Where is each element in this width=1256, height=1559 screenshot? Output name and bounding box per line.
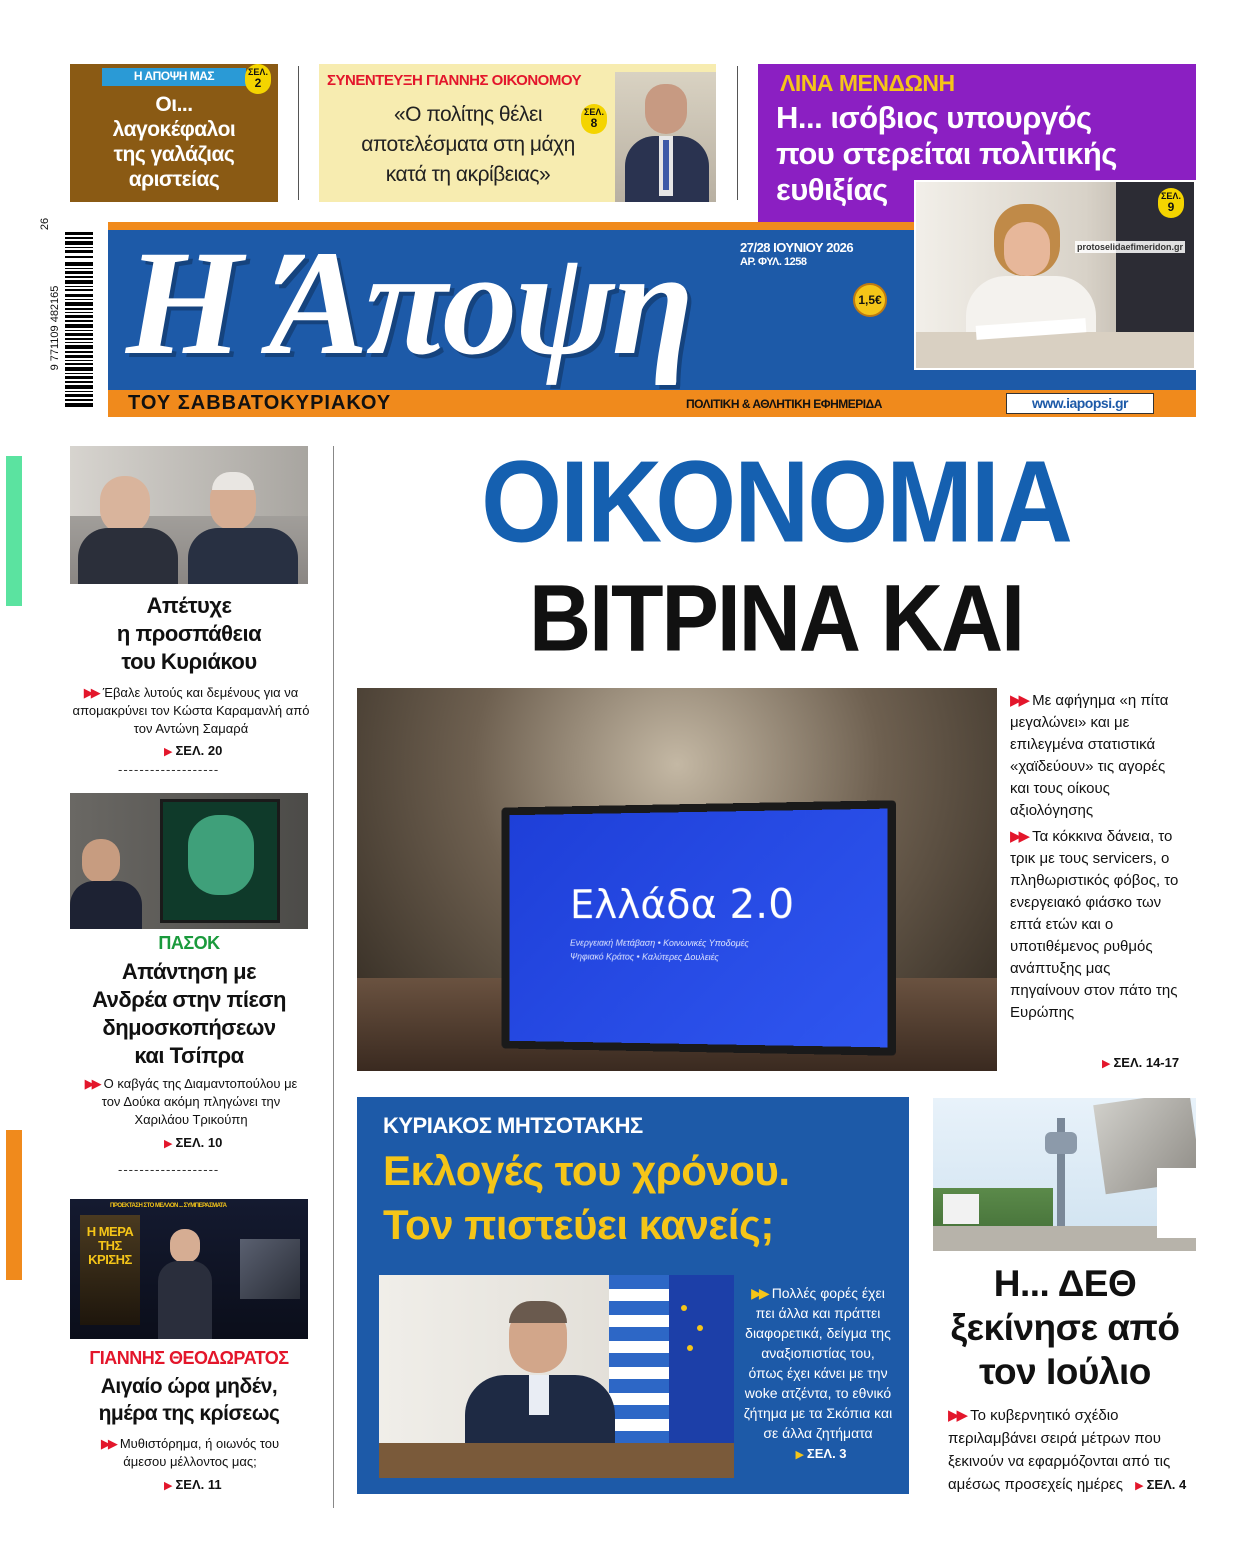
main-headline[interactable]: ΟΙΚΟΝΟΜΙΑ: [481, 437, 1071, 568]
forward-arrows-icon: ▶▶: [751, 1285, 767, 1301]
ellada-screen-photo: [357, 688, 997, 1071]
teaser-divider: [737, 66, 738, 200]
forward-arrows-icon: ▶▶: [1010, 828, 1028, 845]
story3-page-ref[interactable]: ▶ ΣΕΛ. 11: [164, 1477, 222, 1492]
story1-title[interactable]: Απέτυχε η προσπάθεια του Κυριάκου: [116, 593, 262, 674]
forward-arrows-icon: ▶▶: [948, 1407, 966, 1424]
main-para1: ▶▶ Με αφήγημα «η πίτα μεγαλώνει» και με επιλεγμένα στατιστικά «χαϊδεύουν» τις αγορές και τους οίκους αξιολόγησης: [1010, 692, 1169, 819]
interview-quote: «Ο πολίτης θέλει αποτελέσματα στη μάχη κατά τη ακρίβειας»: [361, 103, 575, 186]
screen-title: Ελλάδα 2.0: [570, 881, 795, 928]
masthead-date: 27/28 ΙΟΥΝΙΟΥ 2026: [740, 240, 854, 255]
website-text: www.iapopsi.gr: [1032, 395, 1128, 411]
column-divider: [333, 446, 334, 1508]
masthead-logo: Η Άποψη: [126, 220, 691, 386]
editorial-page-badge: ΣΕΛ. 2: [245, 64, 271, 94]
triangle-right-icon: ▶: [164, 746, 173, 758]
mitsotakis-title-line1: Εκλογές του χρόνου.: [383, 1147, 790, 1194]
barcode-number: 9 771109 482165: [49, 285, 61, 371]
story2-title[interactable]: Απάντηση με Ανδρέα στην πίεση δημοσκοπήσεων και Τσίπρα: [92, 959, 286, 1068]
price-text: 1,5€: [858, 293, 882, 307]
separator: -------------------: [118, 1162, 220, 1177]
interview-kicker: ΣΥΝΕΝΤΕΥΞΗ ΓΙΑΝΝΗΣ ΟΙΚΟΝΟΜΟΥ: [327, 72, 582, 89]
screen-line2: Ψηφιακό Κράτος • Καλύτερες Δουλειές: [570, 951, 719, 963]
separator: -------------------: [118, 762, 220, 777]
barcode-top-number: 26: [39, 217, 52, 231]
teaser-divider: [298, 66, 299, 200]
triangle-right-icon: ▶: [164, 1480, 173, 1492]
mendoni-photo: [914, 180, 1196, 370]
forward-arrows-icon: ▶▶: [83, 685, 98, 700]
triangle-right-icon: ▶: [1135, 1480, 1144, 1492]
accent-bar-green: [6, 456, 22, 606]
tv-caption-top: ΠΡΟΕΚΤΑΣΗ ΣΤΟ ΜΕΛΛΟΝ ... ΣΥΜΠΕΡΑΣΜΑΤΑ: [110, 1203, 227, 1209]
interview-page-badge: ΣΕΛ. 8: [581, 104, 607, 134]
story1-page-ref[interactable]: ▶ ΣΕΛ. 20: [164, 743, 223, 758]
story3-summary: ▶▶ Μυθιστόρημα, ή οιωνός του άμεσου μέλλοντος μας;: [100, 1436, 280, 1469]
mitsotakis-kicker: ΚΥΡΙΑΚΟΣ ΜΗΤΣΟΤΑΚΗΣ: [383, 1113, 643, 1138]
forward-arrows-icon: ▶▶: [100, 1436, 115, 1451]
triangle-right-icon: ▶: [164, 1138, 173, 1150]
website-link[interactable]: [1006, 393, 1154, 414]
deth-tower-photo: [933, 1098, 1196, 1251]
masthead-subtitle: ΤΟΥ ΣΑΒΒΑΤΟΚΥΡΙΑΚΟΥ: [128, 392, 392, 414]
interview-teaser[interactable]: [319, 64, 716, 202]
main-page-ref[interactable]: ▶ ΣΕΛ. 14-17: [1102, 1055, 1180, 1070]
deth-page-ref[interactable]: ▶ ΣΕΛ. 4: [1135, 1477, 1187, 1492]
price-badge: [853, 283, 887, 317]
mitsotakis-title-line2: Τον πιστεύει κανείς;: [383, 1201, 774, 1248]
karamanlis-samaras-photo: [70, 446, 308, 584]
forward-arrows-icon: ▶▶: [84, 1076, 99, 1091]
main-para2: ▶▶ Τα κόκκινα δάνεια, το τρικ με τους servicers, ο πληθωριστικός φόβος, το ενεργειακό φιάσκο των επτά ετών και ο υποτιθέμενος ρυθμός ανάπτυξης μας πηγαίνουν στον πάτο της Ευρώπης: [1010, 828, 1179, 1021]
screen-line1: Ενεργειακή Μετάβαση • Κοινωνικές Υποδομές: [570, 937, 749, 949]
story2-summary: ▶▶ Ο καβγάς της Διαμαντοπούλου με τον Δούκα ακόμη πληγώνει την Χαριλάου Τρικούπη: [84, 1076, 298, 1127]
story2-kicker: ΠΑΣΟΚ: [158, 933, 220, 953]
deth-title[interactable]: Η... ΔΕΘ ξεκίνησε από τον Ιούλιο: [950, 1263, 1180, 1392]
mitsotakis-text: ▶▶ Πολλές φορές έχει πει άλλα και πράττει διαφορετικά, δείγμα της αναξιοπιστίας του, όπως έχει κάνει με την woke ατζέντα, το εθνικό ζήτημα με τα Σκόπια και σε άλλα ζητήματα ▶ ΣΕΛ. 3: [743, 1285, 893, 1461]
masthead-tagline: ΠΟΛΙΤΙΚΗ & ΑΘΛΗΤΙΚΗ ΕΦΗΜΕΡΙΔΑ: [686, 397, 882, 411]
triangle-right-icon: ▶: [1102, 1058, 1111, 1070]
mendoni-kicker: ΛΙΝΑ ΜΕΝΔΩΝΗ: [780, 70, 955, 96]
tv-caption-book: Η ΜΕΡΑ ΤΗΣ ΚΡΙΣΗΣ: [86, 1224, 134, 1267]
mitsotakis-box[interactable]: [357, 1097, 909, 1494]
editorial-kicker: Η ΑΠΟΨΗ ΜΑΣ: [133, 69, 215, 83]
deth-text: ▶▶ Το κυβερνητικό σχέδιο περιλαμβάνει σειρά μέτρων που ξεκινούν να εφαρμόζονται από τις αμέσως προσεχείς ημέρες ▶ ΣΕΛ. 4: [948, 1407, 1187, 1493]
mendoni-title: Η... ισόβιος υπουργός που στερείται πολιτικής ευθιξίας: [776, 100, 1117, 207]
story3-kicker: ΓΙΑΝΝΗΣ ΘΕΟΔΩΡΑΤΟΣ: [89, 1348, 289, 1368]
masthead-issue: ΑΡ. ΦΥΛ. 1258: [740, 256, 807, 268]
story3-title[interactable]: Αιγαίο ώρα μηδέν, ημέρα της κρίσεως: [98, 1375, 280, 1425]
oikonomou-photo: [615, 72, 716, 202]
forward-arrows-icon: ▶▶: [1010, 692, 1028, 709]
story1-summary: ▶▶ Έβαλε λυτούς και δεμένους για να απομακρύνει τον Κώστα Καραμανλή από τον Αντώνη Σαμαρά: [72, 685, 310, 736]
mitsotakis-photo: [379, 1275, 734, 1478]
editorial-teaser[interactable]: [70, 64, 278, 202]
accent-bar-orange: [6, 1130, 22, 1280]
main-subheadline[interactable]: ΒΙΤΡΙΝΑ ΚΑΙ: [529, 566, 1023, 672]
watermark: protoselidaefimeridon.gr: [1077, 242, 1184, 252]
barcode: [39, 217, 95, 410]
androulakis-papandreou-photo: [70, 793, 308, 929]
story2-page-ref[interactable]: ▶ ΣΕΛ. 10: [164, 1135, 223, 1150]
mendoni-page-badge: ΣΕΛ. 9: [1158, 188, 1184, 218]
triangle-right-icon: ▶: [795, 1449, 804, 1461]
mitsotakis-page-ref[interactable]: ▶ ΣΕΛ. 3: [795, 1446, 847, 1461]
editorial-title: Οι... λαγοκέφαλοι της γαλάζιας αριστείας: [112, 93, 236, 191]
theodoratos-tv-photo: [70, 1199, 308, 1339]
